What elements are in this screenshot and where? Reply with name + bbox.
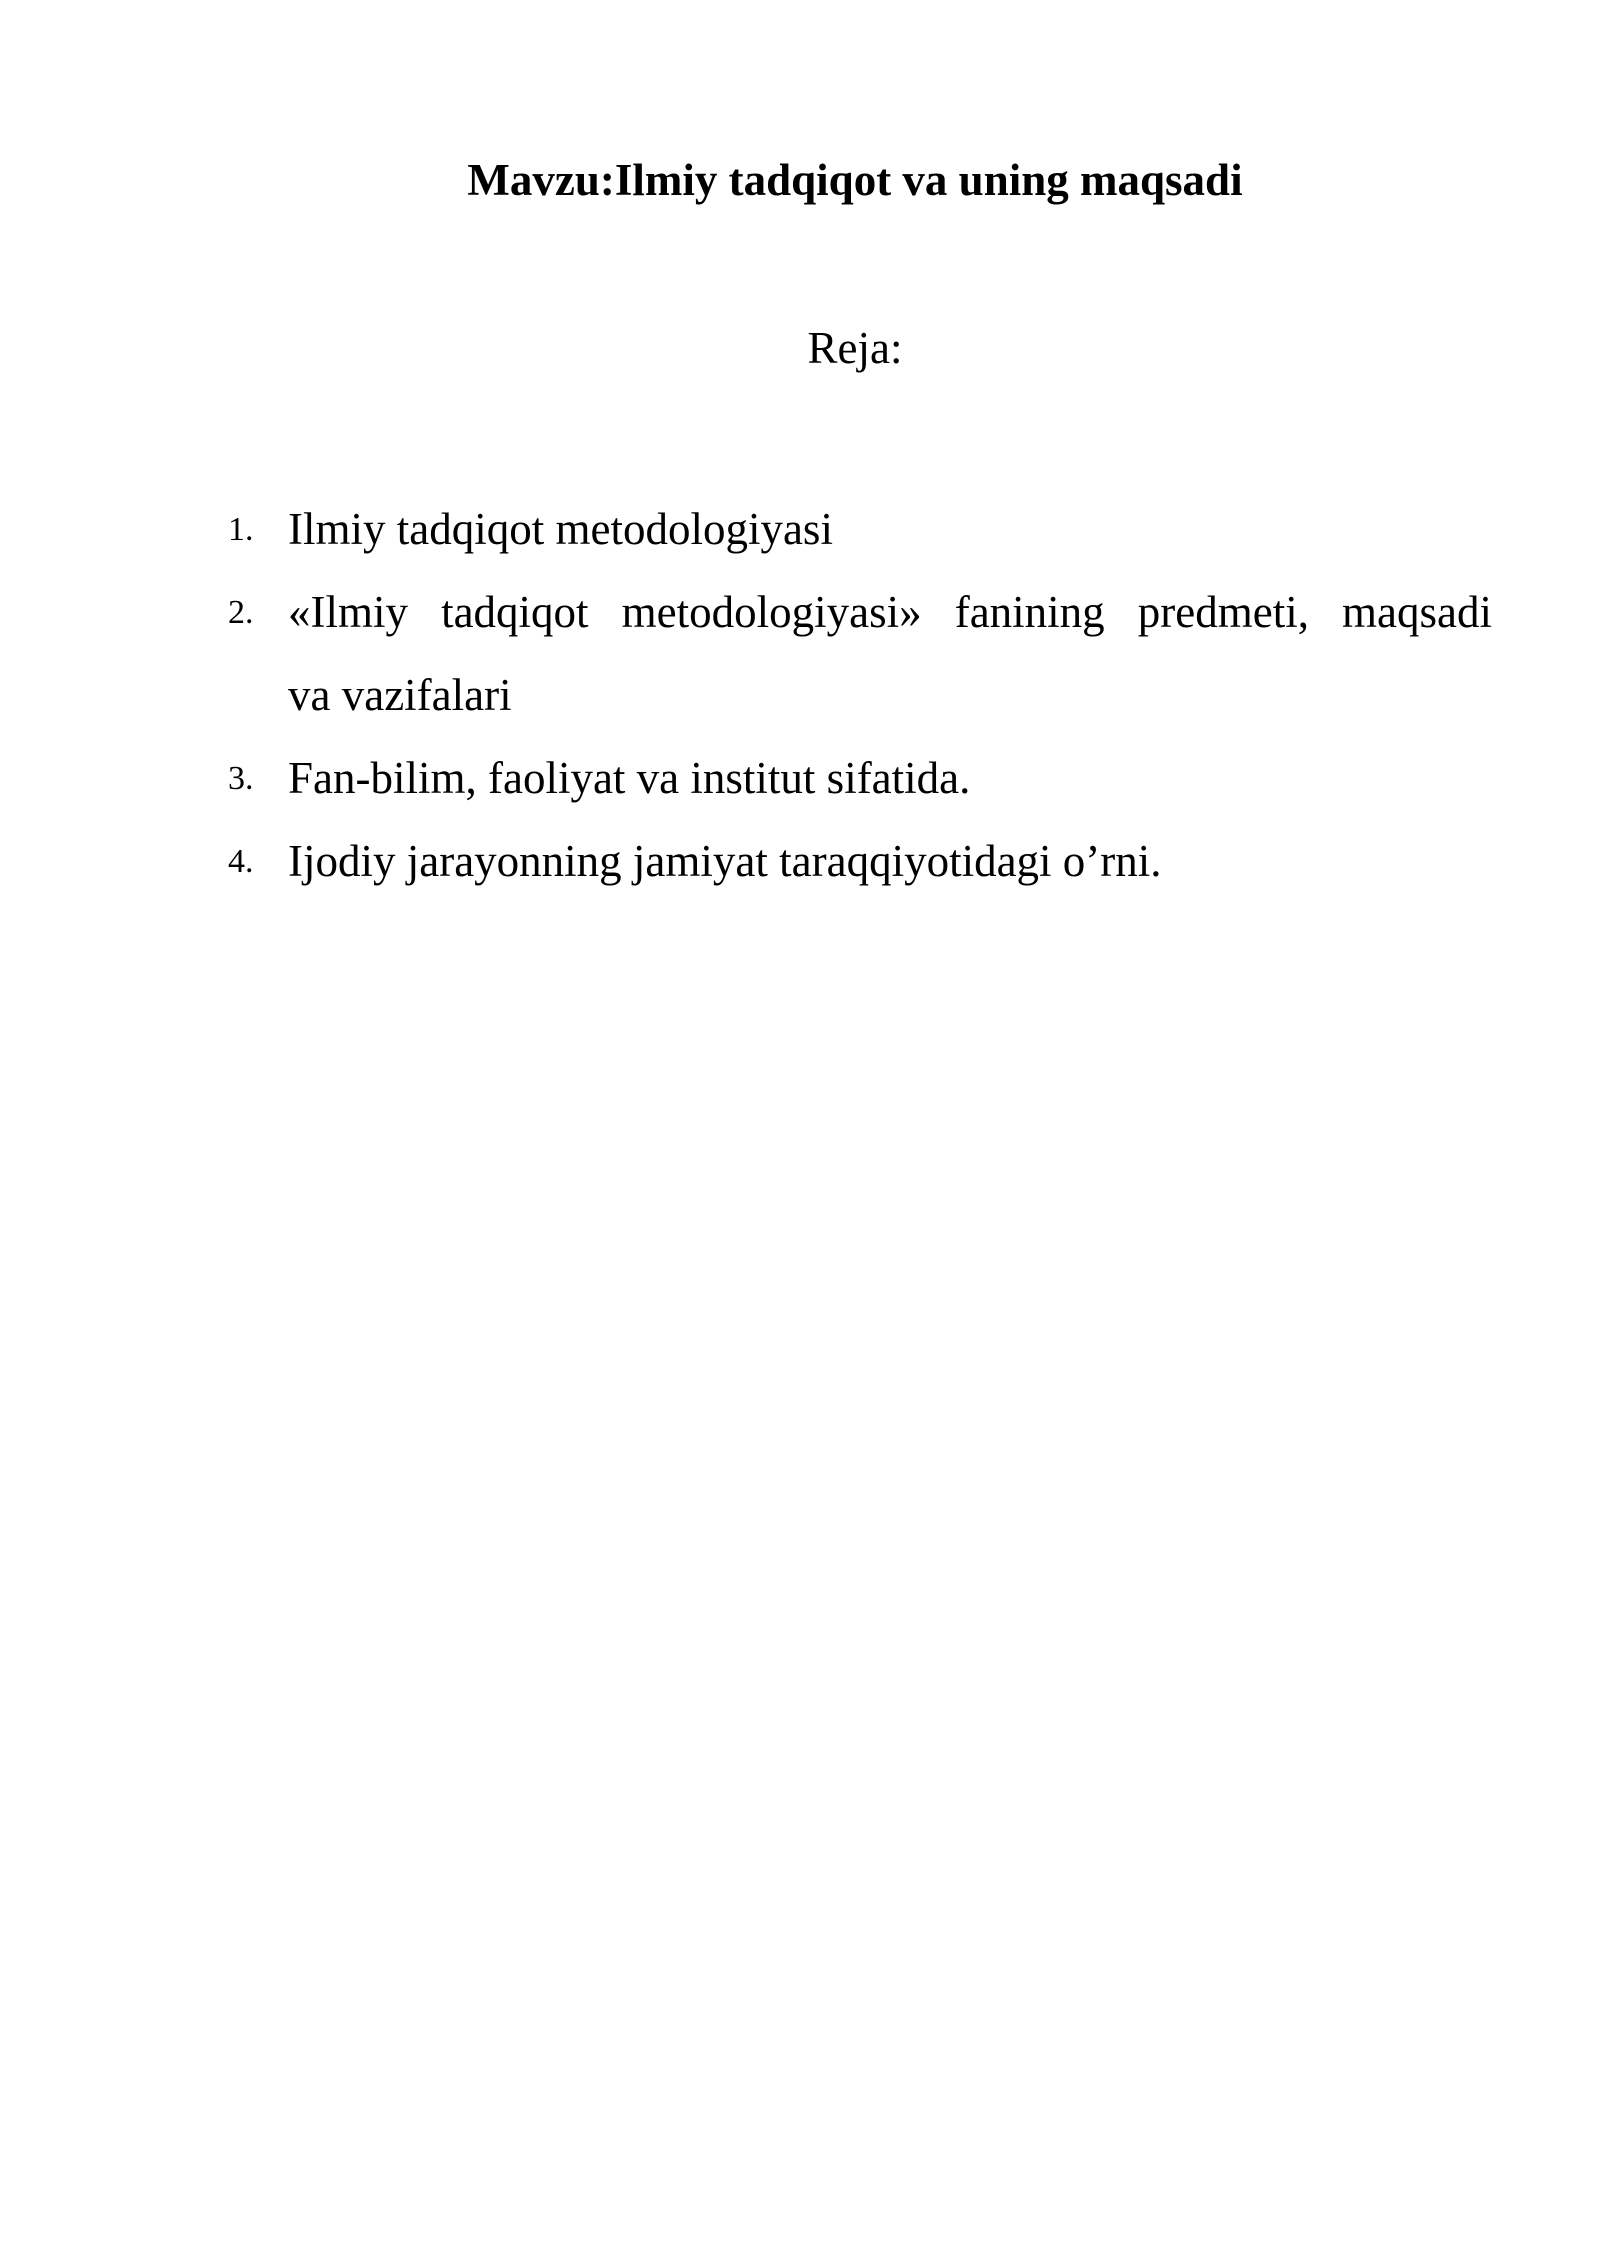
list-item bbox=[228, 488, 1492, 571]
plan-list bbox=[228, 488, 1492, 903]
list-item-text: Ijodiy jarayonning jamiyat taraqqiyotidagi o’rni. bbox=[288, 836, 1162, 886]
list-item bbox=[228, 571, 1492, 737]
list-item-text: Fan-bilim, faoliyat va institut sifatida. bbox=[288, 753, 971, 803]
list-item bbox=[228, 820, 1492, 903]
list-item-text-continued: va vazifalari bbox=[288, 670, 512, 720]
list-item-number: 1. bbox=[228, 511, 254, 548]
list-item-number: 4. bbox=[228, 843, 254, 880]
list-item bbox=[228, 737, 1492, 820]
list-item-number: 3. bbox=[228, 760, 254, 797]
document-title: Mavzu:Ilmiy tadqiqot va uning maqsadi bbox=[467, 155, 1243, 205]
plan-heading: Reja: bbox=[807, 323, 903, 373]
list-item-text: Ilmiy tadqiqot metodologiyasi bbox=[288, 504, 833, 554]
list-item-text: «Ilmiy tadqiqot metodologiyasi» fanining predmeti, maqsadi bbox=[288, 587, 1492, 637]
list-item-number: 2. bbox=[228, 594, 254, 631]
